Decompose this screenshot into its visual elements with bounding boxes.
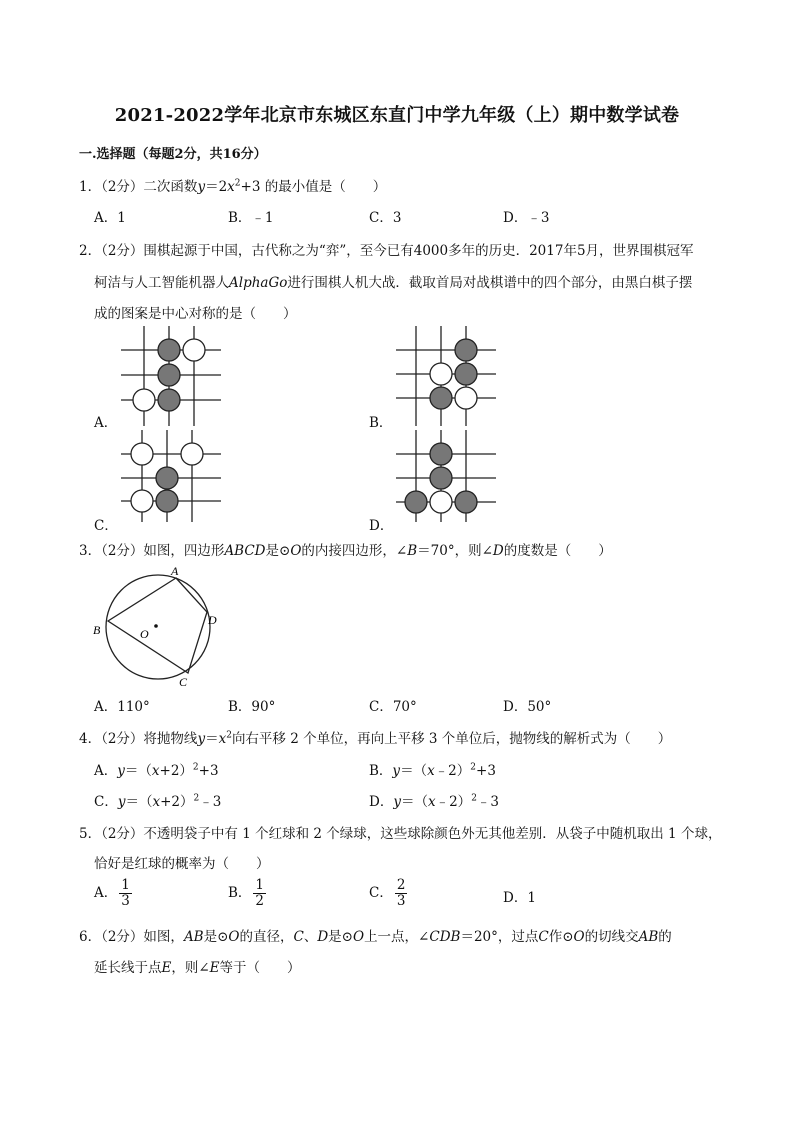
- question-3-option-c[interactable]: C．70°: [369, 699, 417, 715]
- question-5-line-1: 5．（2分）不透明袋子中有 1 个红球和 2 个绿球，这些球除颜色外无其他差别．从袋子中随机取出 1 个球，: [79, 826, 722, 842]
- fraction: $\frac{1}{2}$: [255, 877, 265, 909]
- question-1-option-c[interactable]: C．3: [369, 210, 402, 226]
- fraction: $\frac{1}{3}$: [121, 877, 130, 909]
- question-2-option-d[interactable]: D．: [369, 518, 394, 534]
- question-4-option-a[interactable]: A．$y=(x+2)^2+3$: [94, 762, 219, 779]
- go-board-c-figure: [121, 430, 221, 522]
- question-5-option-d[interactable]: D．1: [503, 890, 536, 906]
- go-board-b-figure: [396, 326, 496, 426]
- question-4-option-d[interactable]: D．y＝（x﹣2）$^2$﹣3: [369, 793, 500, 810]
- question-3-option-d[interactable]: D．50°: [503, 699, 552, 715]
- question-1-stem: 1．（2分）二次函数$y=2x^2+3$ 的最小值是（ ）: [79, 178, 387, 195]
- black-stone: [156, 490, 178, 512]
- black-stone: [455, 491, 477, 513]
- question-4-option-b[interactable]: B．y＝（x﹣2）$^2$+3: [369, 762, 496, 779]
- question-2-option-c[interactable]: C．: [94, 518, 118, 534]
- question-3-option-b[interactable]: B．90°: [228, 699, 276, 715]
- center-point-o: [154, 624, 158, 628]
- fraction: $\frac{2}{3}$: [396, 877, 406, 909]
- inscribed-quadrilateral-figure: [90, 562, 230, 690]
- page-title: 2021-2022学年北京市东城区东直门中学九年级（上）期中数学试卷: [114, 105, 680, 126]
- black-stone: [455, 339, 477, 361]
- vertex-label-c: C: [179, 675, 188, 689]
- black-stone: [156, 467, 178, 489]
- white-stone: [455, 387, 477, 409]
- black-stone: [158, 339, 180, 361]
- question-6-line-1: 6．（2分）如图，AB是⊙O的直径，C、D是⊙O上一点，∠CDB＝20°，过点C作⊙O的切线交AB的: [79, 929, 672, 945]
- question-2-line-1: 2．（2分）围棋起源于中国，古代称之为“弈”，至今已有4000多年的历史．2017年5月，世界围棋冠军: [79, 243, 694, 259]
- question-3-stem: 3．（2分）如图，四边形ABCD是⊙O的内接四边形，∠B＝70°，则∠D的度数是（ ）: [79, 543, 612, 559]
- white-stone: [430, 363, 452, 385]
- black-stone: [430, 467, 452, 489]
- question-4-option-c[interactable]: C．$y=(x+2)^2﹣3$: [94, 793, 222, 810]
- question-5-option-b[interactable]: B． $\frac{1}{2}$: [228, 877, 265, 909]
- center-label-o: O: [140, 627, 149, 641]
- question-6-line-2: 延长线于点E，则∠E等于（ ）: [94, 960, 301, 976]
- question-2-line-2: 柯洁与人工智能机器人AlphaGo进行围棋人机大战．截取首局对战棋谱中的四个部分，由黑白棋子摆: [94, 275, 693, 291]
- question-3-option-a[interactable]: A．110°: [94, 699, 150, 715]
- white-stone: [430, 491, 452, 513]
- question-5-option-a[interactable]: A． $\frac{1}{3}$: [94, 877, 130, 909]
- black-stone: [158, 364, 180, 386]
- question-1-option-d[interactable]: D．﹣3: [503, 210, 550, 226]
- white-stone: [131, 490, 153, 512]
- circle-o: [106, 575, 210, 679]
- white-stone: [183, 339, 205, 361]
- go-board-a-figure: [121, 326, 221, 426]
- go-board-d-figure: [396, 430, 496, 522]
- white-stone: [181, 443, 203, 465]
- black-stone: [405, 491, 427, 513]
- black-stone: [455, 363, 477, 385]
- black-stone: [158, 389, 180, 411]
- question-2-line-3: 成的图案是中心对称的是（ ）: [94, 306, 297, 322]
- white-stone: [131, 443, 153, 465]
- question-2-option-a[interactable]: A．: [94, 415, 118, 431]
- question-2-option-b[interactable]: B．: [369, 415, 393, 431]
- vertex-label-b: B: [93, 623, 101, 637]
- question-1-option-b[interactable]: B．﹣1: [228, 210, 274, 226]
- question-4-stem: 4．（2分）将抛物线$y=x^2$向右平移 2 个单位，再向上平移 3 个单位后，抛物线的解析式为（ ）: [79, 730, 672, 747]
- question-5-option-c[interactable]: C． $\frac{2}{3}$: [369, 877, 406, 909]
- section-heading: 一.选择题（每题2分，共16分）: [79, 147, 267, 162]
- white-stone: [133, 389, 155, 411]
- black-stone: [430, 443, 452, 465]
- question-1-option-a[interactable]: A．1: [94, 210, 126, 226]
- question-5-line-2: 恰好是红球的概率为（ ）: [94, 856, 270, 872]
- vertex-label-d: D: [208, 613, 217, 627]
- black-stone: [430, 387, 452, 409]
- vertex-label-a: A: [171, 564, 179, 578]
